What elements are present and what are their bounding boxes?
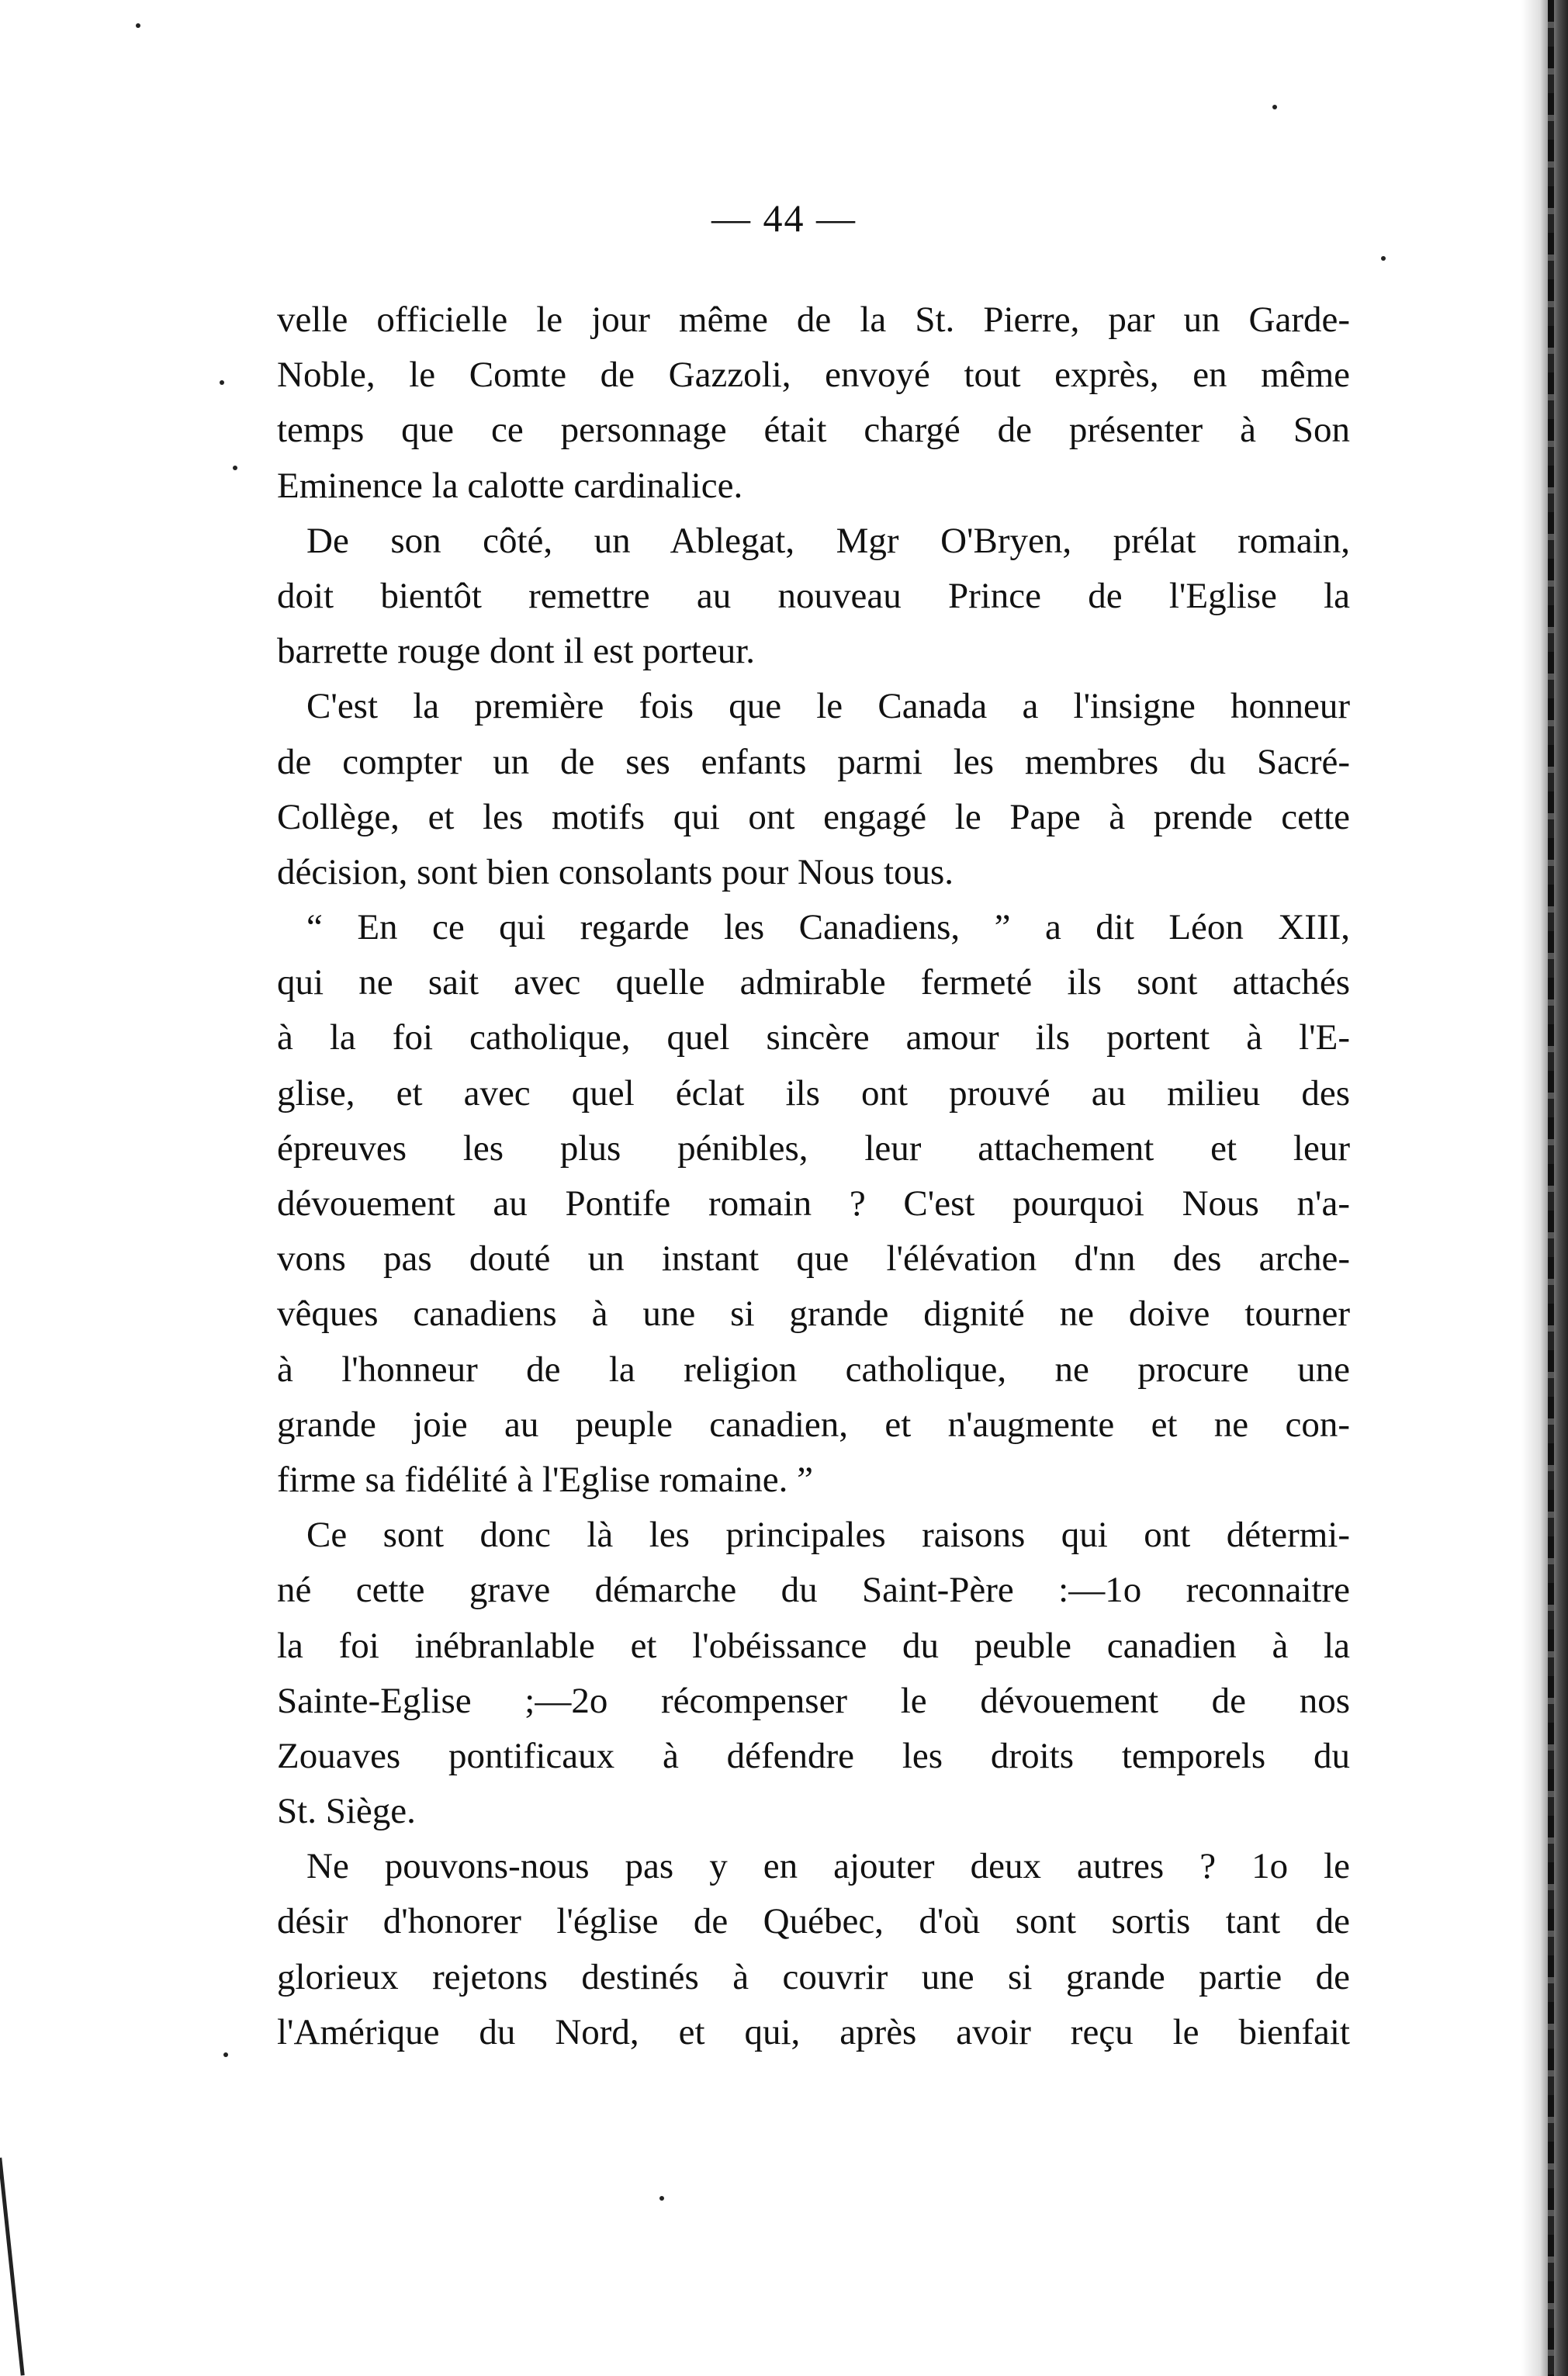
page-edge-line	[1548, 0, 1554, 2376]
text-line: à la foi catholique, quel sincère amour ils portent à l'E-	[277, 1017, 1350, 1058]
text-line: à l'honneur de la religion catholique, ne procure une	[277, 1349, 1350, 1390]
text-line: de compter un de ses enfants parmi les membres du Sacré-	[277, 741, 1350, 782]
text-line: temps que ce personnage était chargé de présenter à Son	[277, 410, 1350, 451]
text-line: Ne pouvons-nous pas y en ajouter deux autres ? 1o le	[306, 1846, 1350, 1887]
text-line: velle officielle le jour même de la St. Pierre, par un Garde-	[277, 300, 1350, 340]
text-line: glorieux rejetons destinés à couvrir une si grande partie de	[277, 1956, 1350, 1997]
text-line: la foi inébranlable et l'obéissance du peuble canadien à la	[277, 1625, 1350, 1666]
margin-mark	[0, 2158, 25, 2376]
text-line: St. Siège.	[277, 1791, 416, 1832]
text-line: vêques canadiens à une si grande dignité ne doive tourner	[277, 1294, 1350, 1335]
body-text	[277, 293, 1350, 2060]
text-line: Eminence la calotte cardinalice.	[277, 465, 743, 506]
text-line: né cette grave démarche du Saint-Père :—1o reconnaitre	[277, 1570, 1350, 1611]
text-line: désir d'honorer l'église de Québec, d'où sont sortis tant de	[277, 1901, 1350, 1942]
text-line: doit bientôt remettre au nouveau Prince de l'Eglise la	[277, 575, 1350, 616]
page-edge-shadow	[1521, 0, 1568, 2376]
text-line: Zouaves pontificaux à défendre les droits temporels du	[277, 1735, 1350, 1776]
text-line: Sainte-Eglise ;—2o récompenser le dévouement de nos	[277, 1680, 1350, 1721]
text-line: épreuves les plus pénibles, leur attachement et leur	[277, 1127, 1350, 1169]
ink-speck	[223, 2052, 228, 2057]
text-line: “ En ce qui regarde les Canadiens, ” a dit Léon XIII,	[306, 907, 1350, 948]
page-number: — 44 —	[711, 196, 857, 240]
text-line: qui ne sait avec quelle admirable fermeté ils sont attachés	[277, 962, 1350, 1003]
text-line: barrette rouge dont il est porteur.	[277, 631, 756, 672]
text-line: firme sa fidélité à l'Eglise romaine. ”	[277, 1459, 814, 1500]
text-line: vons pas douté un instant que l'élévation d'nn des arche-	[277, 1238, 1350, 1280]
text-line: dévouement au Pontife romain ? C'est pourquoi Nous n'a-	[277, 1183, 1350, 1224]
ink-speck	[1381, 256, 1386, 261]
text-line: Noble, le Comte de Gazzoli, envoyé tout exprès, en même	[277, 355, 1350, 396]
text-line: glise, et avec quel éclat ils ont prouvé au milieu des	[277, 1072, 1350, 1114]
text-line: C'est la première fois que le Canada a l'insigne honneur	[306, 686, 1350, 727]
text-line: Collège, et les motifs qui ont engagé le Pape à prende cette	[277, 796, 1350, 837]
text-line: grande joie au peuple canadien, et n'augmente et ne con-	[277, 1404, 1350, 1445]
text-line: l'Amérique du Nord, et qui, après avoir reçu le bienfait	[277, 2011, 1350, 2052]
ink-speck	[136, 23, 140, 28]
ink-speck	[659, 2196, 664, 2201]
text-line: De son côté, un Ablegat, Mgr O'Bryen, prélat romain,	[306, 520, 1350, 561]
ink-speck	[220, 380, 224, 385]
ink-speck	[1272, 105, 1277, 109]
ink-speck	[233, 466, 237, 470]
text-line: Ce sont donc là les principales raisons qui ont détermi-	[306, 1515, 1350, 1556]
text-line: décision, sont bien consolants pour Nous tous.	[277, 851, 954, 892]
